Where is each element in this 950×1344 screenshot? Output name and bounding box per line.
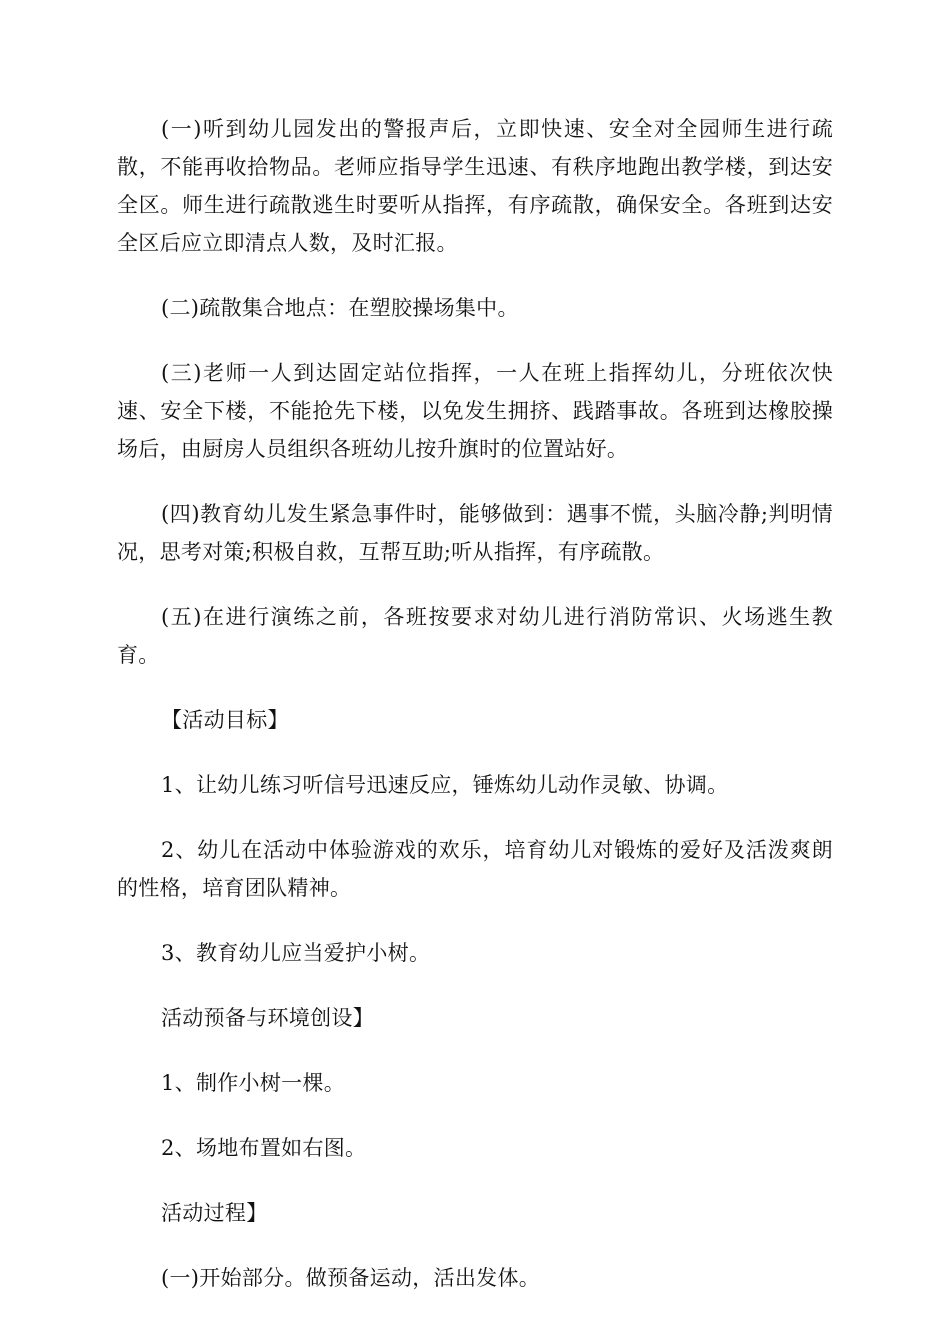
paragraph-emergency-education: (四)教育幼儿发生紧急事件时，能够做到：遇事不慌，头脑冷静;判明情况，思考对策;积极自救，互帮互助;听从指挥，有序疏散。 xyxy=(117,502,833,564)
list-item-goal-2: 2、幼儿在活动中体验游戏的欢乐，培育幼儿对锻炼的爱好及活泼爽朗的性格，培育团队精神。 xyxy=(117,838,833,900)
list-item-goal-1: 1、让幼儿练习听信号迅速反应，锤炼幼儿动作灵敏、协调。 xyxy=(161,773,729,797)
paragraph-teacher-positions: (三)老师一人到达固定站位指挥，一人在班上指挥幼儿，分班依次快速、安全下楼，不能抢先下楼，以免发生拥挤、践踏事故。各班到达橡胶操场后，由厨房人员组织各班幼儿按升旗时的位置站好。 xyxy=(117,361,833,461)
heading-activity-process: 活动过程】 xyxy=(161,1201,268,1225)
document-body xyxy=(117,110,833,1324)
paragraph-pre-drill-education: (五)在进行演练之前，各班按要求对幼儿进行消防常识、火场逃生教育。 xyxy=(117,605,833,667)
heading-preparation: 活动预备与环境创设】 xyxy=(161,1006,374,1030)
list-item-goal-3: 3、教育幼儿应当爱护小树。 xyxy=(161,941,431,965)
heading-activity-goals: 【活动目标】 xyxy=(161,708,289,732)
list-item-prep-2: 2、场地布置如右图。 xyxy=(161,1136,367,1160)
paragraph-evacuation-procedure: (一)听到幼儿园发出的警报声后，立即快速、安全对全园师生进行疏散，不能再收拾物品。老师应指导学生迅速、有秩序地跑出教学楼，到达安全区。师生进行疏散逃生时要听从指挥，有序疏散，确保安全。各班到达安全区后应立即清点人数，及时汇报。 xyxy=(117,117,833,255)
list-item-prep-1: 1、制作小树一棵。 xyxy=(161,1071,346,1095)
paragraph-process-start: (一)开始部分。做预备运动，活出发体。 xyxy=(161,1266,541,1290)
paragraph-assembly-point: (二)疏散集合地点：在塑胶操场集中。 xyxy=(161,296,519,320)
